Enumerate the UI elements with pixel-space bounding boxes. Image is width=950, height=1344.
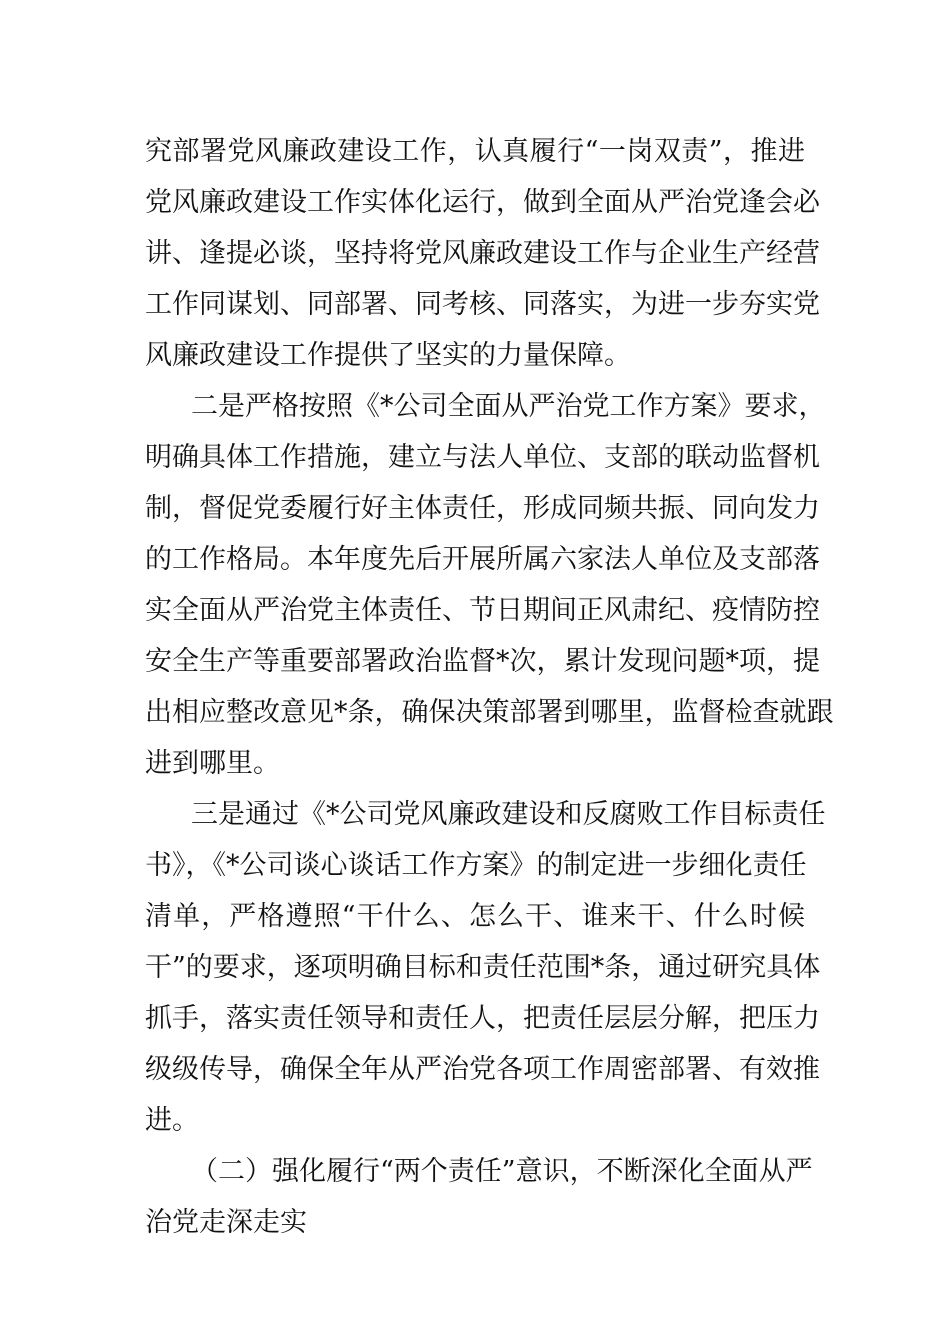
text-line: 级级传导，确保全年从严治党各项工作周密部署、有效推	[145, 1054, 820, 1085]
text-line: 清单，严格遵照“干什么、怎么干、谁来干、什么时候	[145, 901, 805, 932]
text-line: 究部署党风廉政建设工作，认真履行“一岗双责”，推进	[145, 136, 805, 167]
paragraph-start-line: 三是通过《*公司党风廉政建设和反腐败工作目标责任	[191, 799, 826, 830]
text-line: 干”的要求，逐项明确目标和责任范围*条，通过研究具体	[145, 952, 821, 983]
document-body	[145, 126, 834, 1248]
text-line: 进。	[145, 1105, 199, 1136]
section-heading-line: （二）强化履行“两个责任”意识，不断深化全面从严	[191, 1156, 813, 1187]
text-line: 党风廉政建设工作实体化运行，做到全面从严治党逢会必	[145, 187, 820, 218]
text-line: 明确具体工作措施，建立与法人单位、支部的联动监督机	[145, 442, 820, 473]
text-line: 抓手，落实责任领导和责任人，把责任层层分解，把压力	[145, 1003, 820, 1034]
text-line: 进到哪里。	[145, 748, 280, 779]
paragraph-start-line: 二是严格按照《*公司全面从严治党工作方案》要求，	[191, 391, 826, 422]
text-line: 的工作格局。本年度先后开展所属六家法人单位及支部落	[145, 544, 820, 575]
text-line: 出相应整改意见*条，确保决策部署到哪里，监督检查就跟	[145, 697, 834, 728]
text-line: 风廉政建设工作提供了坚实的力量保障。	[145, 340, 631, 371]
text-line: 安全生产等重要部署政治监督*次，累计发现问题*项，提	[145, 646, 820, 677]
section-heading-line: 治党走深走实	[145, 1207, 307, 1238]
text-line: 书》，《*公司谈心谈话工作方案》的制定进一步细化责任	[145, 850, 807, 881]
text-line: 实全面从严治党主体责任、节日期间正风肃纪、疫情防控	[145, 595, 820, 626]
text-line: 工作同谋划、同部署、同考核、同落实，为进一步夯实党	[145, 289, 820, 320]
text-line: 讲、逢提必谈，坚持将党风廉政建设工作与企业生产经营	[145, 238, 820, 269]
text-line: 制，督促党委履行好主体责任，形成同频共振、同向发力	[145, 493, 820, 524]
